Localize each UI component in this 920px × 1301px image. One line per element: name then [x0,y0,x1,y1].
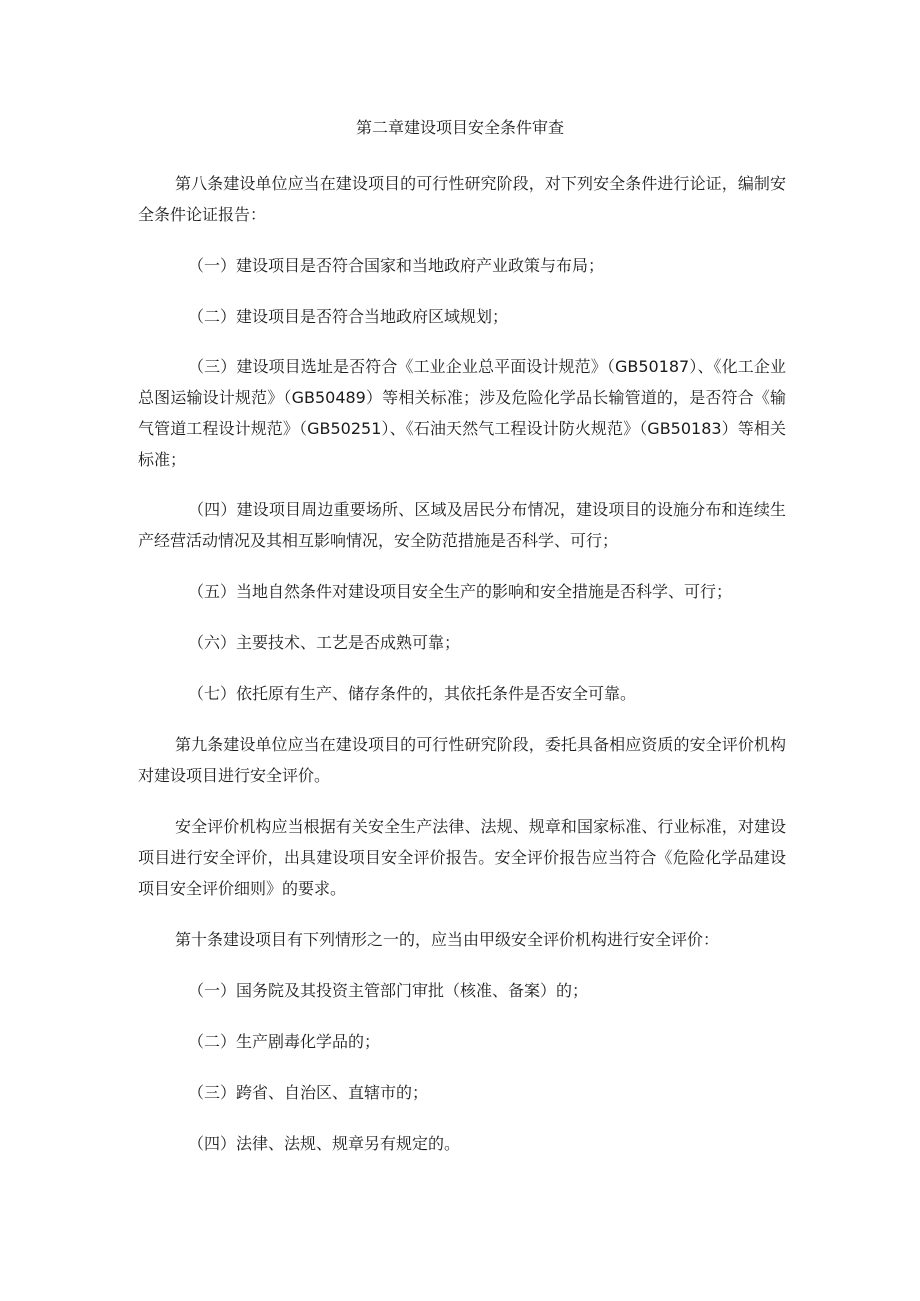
article-8-item-1: （一）建设项目是否符合国家和当地政府产业政策与布局； [188,256,605,275]
chapter-title: 第二章建设项目安全条件审查 [355,118,564,137]
article-8-item-3: （三）建设项目选址是否符合《工业企业总平面设计规范》（GB50187）、《化工企业总图运输设计规范》（GB50489）等相关标准；涉及危险化学品长输管道的，是否符合《输气管道工程设计规范》（GB50251）、《石油天然气工程设计防火规范》（GB50183）等相关标准； [138,357,786,469]
article-8-item-5: （五）当地自然条件对建设项目安全生产的影响和安全措施是否科学、可行； [188,582,733,601]
article-8-intro: 第八条建设单位应当在建设项目的可行性研究阶段，对下列安全条件进行论证，编制安全条件论证报告： [138,174,786,224]
article-8-item-4: （四）建设项目周边重要场所、区域及居民分布情况，建设项目的设施分布和连续生产经营活动情况及其相互影响情况，安全防范措施是否科学、可行； [138,500,786,550]
article-9-paragraph-1: 第九条建设单位应当在建设项目的可行性研究阶段，委托具备相应资质的安全评价机构对建设项目进行安全评价。 [138,735,786,785]
article-10-item-3: （三）跨省、自治区、直辖市的； [188,1083,429,1102]
article-9-paragraph-2: 安全评价机构应当根据有关安全生产法律、法规、规章和国家标准、行业标准，对建设项目进行安全评价，出具建设项目安全评价报告。安全评价报告应当符合《危险化学品建设项目安全评价细则》的要求。 [138,817,786,898]
article-10-item-2: （二）生产剧毒化学品的； [188,1032,381,1051]
article-10-intro: 第十条建设项目有下列情形之一的，应当由甲级安全评价机构进行安全评价： [175,930,720,949]
article-8-item-2: （二）建设项目是否符合当地政府区域规划； [188,307,509,326]
article-10-item-1: （一）国务院及其投资主管部门审批（核准、备案）的； [188,981,589,1000]
article-8-item-7: （七）依托原有生产、储存条件的，其依托条件是否安全可靠。 [188,684,637,703]
article-8-item-6: （六）主要技术、工艺是否成熟可靠； [188,633,461,652]
article-10-item-4: （四）法律、法规、规章另有规定的。 [188,1134,461,1153]
